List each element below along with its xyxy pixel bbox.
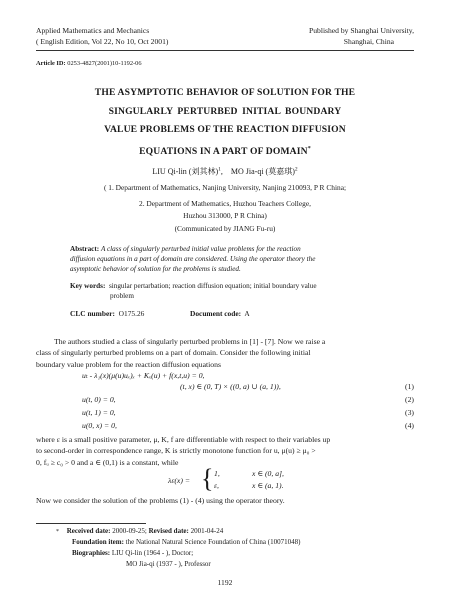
where-line: where ε is a small positive parameter, μ, K, f are differentiable with respect to their variables up <box>36 435 331 444</box>
title-line <box>36 140 414 162</box>
doc-value: A <box>244 309 250 318</box>
intro-paragraph <box>36 336 414 370</box>
keywords-line-2: problem <box>110 292 134 300</box>
equation-1-line-1: uₜ - λ₁(x)(μ(u)uₓ)ₓ + Kₓ(u) + f(x,t,u) = 0, <box>82 371 205 380</box>
affiliation-2: 2. Department of Mathematics, Huzhou Teachers College, <box>139 199 311 208</box>
foundation-value: the National Natural Science Foundation of China (10071048) <box>125 538 301 546</box>
journal-issue: ( English Edition, Vol 22, No 10, Oct 2001) <box>36 37 169 46</box>
publisher-city: Shanghai, China <box>343 37 394 46</box>
footnote-biographies <box>72 549 193 557</box>
intro-line: boundary value problem for the reaction diffusion equations <box>36 359 221 369</box>
where-line: 0, fᵤ ≥ c₀ > 0 and a ∈ (0,1) is a constant, while <box>36 457 179 467</box>
author-1-affil: 1 <box>218 166 221 173</box>
page-number: 1192 <box>217 578 233 587</box>
header-rule <box>36 50 414 51</box>
where-line: to second-order in correspondence range, K is strictly monotone function for u, μ(u) ≥ μ₀ > <box>36 446 316 456</box>
clc-value: O175.26 <box>118 309 145 318</box>
equation-1-number: (1) <box>405 382 414 391</box>
closing-line: Now we consider the solution of the problems (1) - (4) using the operator theory. <box>36 496 285 505</box>
abstract-line <box>70 244 384 254</box>
affiliation-1: ( 1. Department of Mathematics, Nanjing University, Nanjing 210093, P R China; <box>103 183 347 192</box>
footnote-dates <box>56 527 223 535</box>
piecewise-case-2-value: ε, <box>214 481 219 490</box>
article-id-label: Article ID: <box>36 60 66 67</box>
biography-1: LIU Qi-lin (1964 - ), Doctor; <box>111 549 194 557</box>
journal-name: Applied Mathematics and Mechanics <box>36 26 150 35</box>
keywords <box>70 281 384 301</box>
piecewise-case-2-condition: x ∈ (a, 1). <box>252 481 284 490</box>
communicated-by: (Communicated by JIANG Fu-ru) <box>174 224 276 233</box>
revised-label: Revised date: <box>148 527 189 535</box>
clc <box>70 309 144 318</box>
revised-date: 2001-04-24 <box>190 527 224 535</box>
equation-4: u(0, x) = 0, <box>82 421 117 430</box>
equation-3: u(t, 1) = 0, <box>82 408 116 417</box>
equation-3-number: (3) <box>405 408 414 417</box>
author-2: MO Jia-qi (莫嘉琪) <box>230 167 295 176</box>
article-id-value: 0253-4827(2001)10-1192-06 <box>67 60 142 67</box>
piecewise-lhs: λε(x) = <box>168 476 191 485</box>
where-paragraph <box>36 434 414 468</box>
equation-2: u(t, 0) = 0, <box>82 395 116 404</box>
title-line-text: EQUATIONS IN A PART OF DOMAIN <box>139 145 308 157</box>
received-date: 2000-09-25; <box>112 527 147 535</box>
title-footnote-mark: * <box>307 145 311 152</box>
abstract <box>70 244 384 274</box>
doc-label: Document code: <box>190 309 242 318</box>
title <box>36 84 414 161</box>
footnote-rule <box>36 523 146 524</box>
brace-icon: { <box>201 464 214 493</box>
intro-line: class of singularly perturbed problems on a part of domain. Consider the following initial <box>36 348 311 358</box>
abstract-label: Abstract: <box>70 245 100 253</box>
keywords-line <box>70 281 384 291</box>
author-2-affil: 2 <box>294 166 298 173</box>
abstract-line: asymptotic behavior of solution for the problems is studied. <box>70 265 241 273</box>
author-1: LIU Qi-lin (刘其林) <box>152 167 219 176</box>
title-line: SINGULARLY PERTURBED INITIAL BOUNDARY <box>108 105 342 117</box>
equation-4-number: (4) <box>405 421 414 430</box>
document-code <box>190 309 250 318</box>
title-line: THE ASYMPTOTIC BEHAVIOR OF SOLUTION FOR THE <box>94 87 356 98</box>
equation-1-line-2: (t, x) ∈ (0, T) × ((0, a) ∪ (a, 1)), <box>180 382 281 391</box>
footnote-foundation <box>72 538 300 546</box>
keywords-label: Key words: <box>70 282 106 290</box>
authors: LIU Qi-lin (刘其林)$^1$, MO Jia-qi (莫嘉琪)$^2$ <box>152 166 298 176</box>
clc-label: CLC number: <box>70 309 115 318</box>
footnote-mark: * <box>56 529 59 535</box>
equation-2-number: (2) <box>405 395 414 404</box>
article-id <box>36 60 142 67</box>
received-label: Received date: <box>66 527 111 535</box>
intro-line: The authors studied a class of singularly perturbed problems in [1] - [7]. Now we raise a <box>54 337 326 346</box>
piecewise-case-1-value: 1, <box>214 469 220 478</box>
piecewise-case-1-condition: x ∈ (0, a], <box>252 469 284 478</box>
keywords-text: singular pertarbation; reaction diffusion equation; initial boundary value <box>108 282 317 290</box>
abstract-line: diffusion equations in a part of domain are considered. Using the operator theory the <box>70 255 316 263</box>
biography-2: MO Jia-qi (1937 - ), Professor <box>126 560 211 568</box>
title-line: VALUE PROBLEMS OF THE REACTION DIFFUSION <box>104 124 346 135</box>
abstract-text: A class of singularly perturbed initial value problems for the reaction <box>100 245 301 253</box>
affiliation-2-city: Huzhou 313000, P R China) <box>183 211 267 220</box>
publisher: Published by Shanghai University, <box>309 26 414 35</box>
biographies-label: Biographies: <box>72 549 111 557</box>
foundation-label: Foundation item: <box>72 538 124 546</box>
